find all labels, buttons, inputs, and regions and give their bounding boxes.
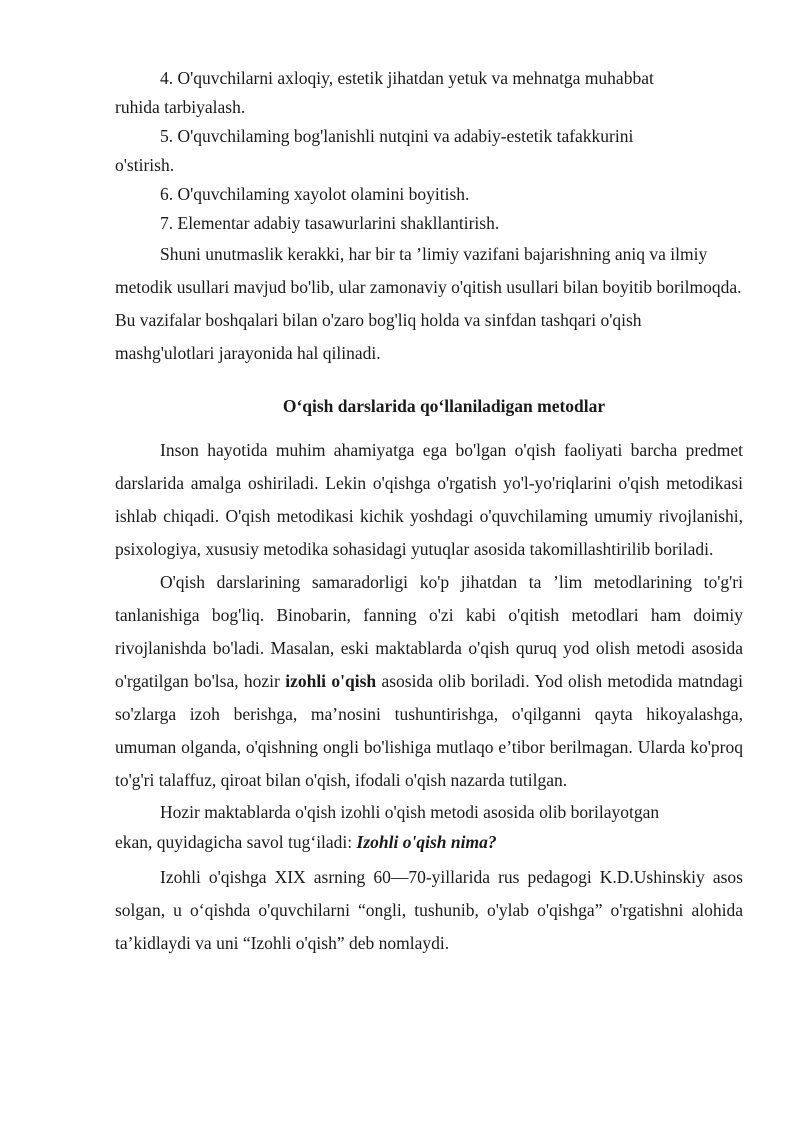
list-item-4: 4. O'quvchilarni axloqiy, estetik jihatdan yetuk va mehnatga muhabbat [160,68,654,88]
section-heading: O‘qish darslarida qo‘llaniladigan metodlar [282,396,606,416]
intro-paragraph [115,238,743,370]
list-item-5-continuation: o'stirish. [115,155,175,175]
paragraph-2-bold-term: izohli o'qish [285,671,377,691]
paragraph-1-text: Inson hayotida muhim ahamiyatga ega bo'lgan o'qish faoliyati barcha predmet darslarida amalga oshiriladi. Lekin o'qishga o'rgatish yo'l-yo'riqlarini o'qish metodikasi ishlab chiqadi. O'qish metodikasi kichik yoshdagi o'quvchilaming umumiy rivojlanishi, psixologiya, xususiy metodika sohasidagi yutuqlar asosida takomillashtirilib boriladi. [115,440,743,559]
list-item-6: 6. O'quvchilaming xayolot olamini boyitish. [160,184,470,204]
list-item-5: 5. O'quvchilaming bog'lanishli nutqini va adabiy-estetik tafakkurini [160,126,634,146]
paragraph-2-text-end: asosida olib boriladi. Yod olish metodida matndagi so'zlarga izoh berishga, ma’nosini tushuntirishga, o'qilganni qayta hikoyalashga, umuman olganda, o'qishning ongli bo'lishiga mutlaqo e’tibor berilmagan. Ularda ko'proq to'g'ri talaffuz, qiroat bilan o'qish, ifodali o'qish nazarda tutilgan. [115,671,743,790]
document-page [115,64,743,960]
paragraph-3-line-1: Hozir maktablarda o'qish izohli o'qish metodi asosida olib borilayotgan [160,802,660,822]
paragraph-1 [115,434,743,566]
list-item-4-continuation: ruhida tarbiyalash. [115,97,246,117]
intro-paragraph-text: Shuni unutmaslik kerakki, har bir ta ’limiy vazifani bajarishning aniq va ilmiy metodik usullari mavjud bo'lib, ular zamonaviy o'qitish usullari bilan boyitib borilmoqda. Bu vazifalar boshqalari bilan o'zaro bog'liq holda va sinfdan tashqari o'qish mashg'ulotlari jarayonida hal qilinadi. [115,244,742,363]
paragraph-2-text-start: O'qish darslarining samaradorligi ko'p jihatdan ta ’lim metodlarining to'g'ri tanlanishiga bog'liq. Binobarin, fanning o'zi kabi o'qitish metodlari ham doimiy rivojlanishda bo'ladi. Masalan, eski maktablarda o'qish quruq yod olish metodi asosida o'rgatilgan bo'lsa, hozir [115,572,743,691]
paragraph-4 [115,861,743,960]
paragraph-4-text: Izohli o'qishga XIX asrning 60—70-yillarida rus pedagogi K.D.Ushinskiy asos solgan, u o‘qishda o'quvchilarni “ongli, tushunib, o'ylab o'qishga” o'rgatishni alohida ta’kidlaydi va uni “Izohli o'qish” deb nomlaydi. [115,867,743,953]
paragraph-2 [115,566,743,797]
paragraph-3-text: ekan, quyidagicha savol tug‘iladi: [115,832,357,852]
paragraph-3-question: Izohli o'qish nima? [356,832,497,852]
list-item-7: 7. Elementar adabiy tasawurlarini shakllantirish. [160,213,500,233]
paragraph-3-line-2 [115,828,743,861]
